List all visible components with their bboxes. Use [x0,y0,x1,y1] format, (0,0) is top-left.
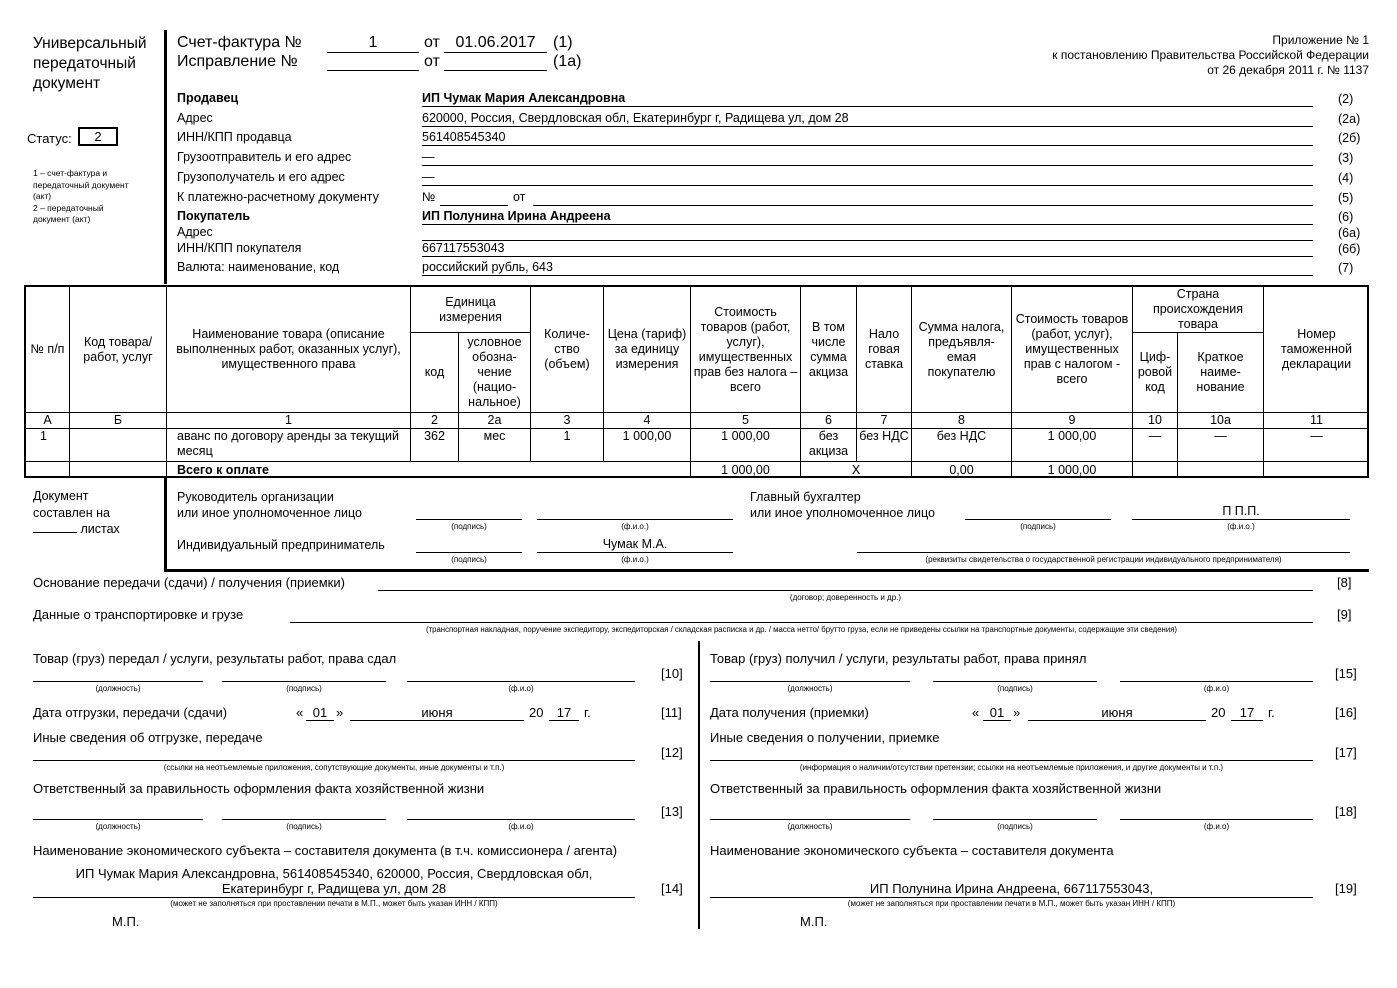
header-row-code: (2а) [1338,112,1361,126]
header-row-value: № [422,190,436,204]
transport-line [290,622,1313,623]
header-row-line [422,240,1313,241]
header-row-label: Адрес [177,111,213,125]
recv-other-line [710,760,1313,761]
head-sign-line [416,519,522,520]
resp-right-label: Ответственный за правильность оформления факта хозяйственной жизни [710,781,1162,796]
invoice-date-line [444,52,547,53]
accountant-label-line: или иное уполномоченное лицо [750,506,936,520]
appendix-line: к постановлению Правительства Российской Федерации [1052,48,1369,62]
received-label: Товар (груз) получил / услуги, результаты работ, права принял [710,651,1087,666]
doc-sheets-line [33,521,120,538]
ip-label: Индивидуальный предприниматель [177,538,385,552]
doc-type [33,34,147,94]
accountant-name: П П.П. [1222,504,1260,518]
th-unit-code: код [411,333,459,413]
ip-sign-line [416,552,522,553]
recv-year-pre: 20 [1211,705,1226,720]
recv-other-hint: (информация о наличии/отсутствии претензии; ссылки на неотъемлемые приложения, и другие документы и т.п.) [799,763,1224,772]
th-unit-name: условное обозна-чение (нацио-нальное) [459,333,531,413]
total-tax: 0,00 [912,462,1012,478]
td-unit-name: мес [459,429,531,462]
td-unit-code: 362 [411,429,459,462]
code-13: [13] [661,804,683,819]
entity-left-hint: (может не заполняться при проставлении печати в М.П., может быть указан ИНН / КПП) [170,899,498,908]
th-rate: Нало говая ставка [857,287,912,413]
td-code [70,429,167,462]
appendix-line: Приложение № 1 [1272,33,1369,47]
header-row-line [422,106,1313,107]
td-tax: без НДС [912,429,1012,462]
status-note-line: (акт) [33,191,52,201]
header-row-code: (7) [1338,261,1354,275]
accountant-fio-hint: (ф.и.о.) [1227,522,1255,531]
code-17: [17] [1335,745,1357,760]
header-row-label: Валюта: наименование, код [177,260,340,274]
header-row-line [533,205,1313,206]
header-row-value: ИП Полунина Ирина Андреена [422,209,611,223]
status-label: Статус: [27,131,72,146]
appendix [1052,33,1369,78]
th-tax: Сумма налога, предъявля-емая покупателю [912,287,1012,413]
header-row-code: (2) [1338,92,1354,106]
appendix-line: от 26 декабря 2011 г. № 1137 [1207,63,1369,77]
status-note-line: передаточный документ [33,179,129,190]
resp-right-fio-hint: (ф.и.о) [1203,822,1230,831]
code-14: [14] [661,881,683,896]
ship-date-label: Дата отгрузки, передачи (сдачи) [33,705,228,720]
resp-right-sign-hint: (подпись) [997,822,1033,831]
resp-left-sign-line [222,819,386,820]
total-total: 1 000,00 [1012,462,1133,478]
invoice-code: (1) [553,34,573,51]
received-dolzh-line [710,681,910,682]
code-16: [16] [1335,705,1357,720]
ship-other-hint: (ссылки на неотъемлемые приложения, сопутствующие документы, иные документы и т.п.) [163,763,505,772]
resp-left-label: Ответственный за правильность оформления факта хозяйственной жизни [33,781,485,796]
col-letter: 10 [1133,413,1178,429]
code-18: [18] [1335,804,1357,819]
doc-type-line: документ [33,75,101,92]
recv-day: 01 [983,705,1011,721]
header-row-label: ИНН/КПП продавца [177,130,292,144]
th-total: Стоимость товаров (работ, услуг), имущественных прав с налогом - всего [1012,287,1133,413]
th-code: Код товара/ работ, услуг [70,287,167,413]
td-num: 1 [26,429,70,462]
lr-divider [698,641,700,929]
entity-left-value-line: Екатеринбург г, Радищева ул, дом 28 [221,881,447,896]
resp-right-sign-line [933,819,1097,820]
goods-table [24,285,1369,478]
ip-sign-hint: (подпись) [451,555,487,564]
col-letter: 5 [691,413,801,429]
th-country-name: Краткое наиме-нование [1178,333,1264,413]
ship-g: г. [584,705,591,720]
col-letter: 2 [411,413,459,429]
td-customs: — [1264,429,1369,462]
header-row-value2: от [513,190,526,204]
ship-date-open: « [296,705,304,720]
code-12: [12] [661,745,683,760]
registration-line [857,552,1350,553]
head-label-line: Руководитель организации [177,490,334,504]
header-row-line [422,126,1313,127]
header-separator [164,30,167,284]
entity-left-label: Наименование экономического субъекта – составителя документа (в т.ч. комиссионера / агента) [33,843,618,858]
correction-number-line [327,70,419,71]
code-11: [11] [661,705,682,720]
col-letter: 6 [801,413,857,429]
correction-label: Исправление № [177,53,298,70]
tt-empty [1264,462,1369,478]
entity-left-line [33,897,635,898]
basis-line [378,590,1313,591]
header-row-label: Грузополучатель и его адрес [177,170,345,184]
handed-fio-line [407,681,635,682]
header-row-code: (5) [1338,191,1354,205]
resp-right-fio-line [1120,819,1313,820]
resp-left-fio-hint: (ф.и.о) [508,822,534,831]
col-letter: Б [70,413,167,429]
ship-date-close: » [336,705,344,720]
th-name: Наименование товара (описание выполненных работ, оказанных услуг), имущественного права [167,287,411,413]
doc-type-line: Универсальный [33,35,147,52]
doc-sheets-line: составлен на [33,505,110,520]
col-letter: 10а [1178,413,1264,429]
basis-code: [8] [1337,575,1352,590]
col-letter: 9 [1012,413,1133,429]
col-letter: 8 [912,413,1012,429]
received-fio-line [1120,681,1313,682]
correction-date-line [444,70,547,71]
basis-hint: (договор; доверенность и др.) [789,593,902,602]
th-num: № п/п [26,287,70,413]
head-label [177,489,362,521]
correction-from: от [424,53,440,70]
accountant-sign-line [965,519,1111,520]
col-letter: 2а [459,413,531,429]
th-cost: Стоимость товаров (работ, услуг), имущественных прав без налога – всего [691,287,801,413]
header-row-code: (6а) [1338,226,1361,240]
entity-left-value [33,866,635,896]
resp-left-dolzh-hint: (должность) [95,822,141,831]
th-excise: В том числе сумма акциза [801,287,857,413]
received-sign-hint: (подпись) [997,684,1033,693]
total-label: Всего к оплате [167,462,691,478]
header-row-code: (2б) [1338,131,1361,145]
entity-left-value-line: ИП Чумак Мария Александровна, 561408545340, 620000, Россия, Свердловская обл, [75,866,593,881]
header-row-label: Продавец [177,91,239,105]
invoice-date: 01.06.2017 [455,34,536,51]
td-price: 1 000,00 [604,429,691,462]
th-unit: Единица измерения [411,287,531,333]
mp-right: М.П. [800,914,828,929]
td-country-code: — [1133,429,1178,462]
header-row-label: К платежно-расчетному документу [177,190,379,204]
ship-other-line [33,760,635,761]
head-sign-hint: (подпись) [451,522,487,531]
tt-empty [1178,462,1264,478]
ship-year: 17 [549,705,579,721]
entity-right-label: Наименование экономического субъекта – составителя документа [710,843,1114,858]
status-note [33,168,129,226]
th-price: Цена (тариф) за единицу измерения [604,287,691,413]
header-row-code: (3) [1338,151,1354,165]
header-row-code: (4) [1338,171,1354,185]
header-row-line [422,165,1313,166]
code-15: [15] [1335,666,1357,681]
total-x: X [801,462,912,478]
handed-dolzh-line [33,681,203,682]
td-excise: без акциза [801,429,857,462]
handed-sign-hint: (подпись) [286,684,322,693]
doc-type-line: передаточный [33,55,136,72]
th-country-code: Циф-ровой код [1133,333,1178,413]
resp-right-dolzh-line [710,819,910,820]
invoice-label: Счет-фактура № [177,34,302,51]
resp-left-dolzh-line [33,819,203,820]
td-cost: 1 000,00 [691,429,801,462]
head-fio-line [537,519,733,520]
invoice-number: 1 [368,34,378,51]
recv-date-open: « [972,705,980,720]
basis-label: Основание передачи (сдачи) / получения (приемки) [33,575,345,590]
header-row-value: — [422,150,435,164]
handed-dolzh-hint: (должность) [95,684,141,693]
header-row-label: Покупатель [177,209,251,223]
header-row-code: (6) [1338,210,1354,224]
td-country-name: — [1178,429,1264,462]
received-sign-line [933,681,1097,682]
col-letter: А [26,413,70,429]
col-letter: 11 [1264,413,1369,429]
td-name: аванс по договору аренды за текущий месяц [167,429,411,462]
registration-hint: (реквизиты свидетельства о государственной регистрации индивидуального предпринимателя) [925,555,1282,564]
handed-label: Товар (груз) передал / услуги, результаты работ, права сдал [33,651,397,666]
doc-sheets-word: листах [80,522,120,536]
status-note-line: документ (акт) [33,214,91,224]
header-row-line [422,275,1313,276]
header-row-line [422,224,1313,225]
header-row-line [422,256,1313,257]
total-cost: 1 000,00 [691,462,801,478]
status-note-line: 1 – счет-фактура и [33,168,108,178]
ip-name: Чумак М.А. [602,537,668,551]
header-row-code: (6б) [1338,242,1361,256]
transport-hint: (транспортная накладная, поручение экспедитору, экспедиторская / складская расписка и др. / масса нетто/ брутто груза, если не приведены ссылки на транспортные документы, содержащие эти сведения) [425,625,1178,634]
correction-code: (1а) [553,53,582,70]
td-total: 1 000,00 [1012,429,1133,462]
doc-sheets-line: Документ [33,489,89,503]
td-qty: 1 [531,429,604,462]
th-customs: Номер таможенной декларации [1264,287,1369,413]
invoice-from: от [424,34,440,51]
status-value: 2 [78,127,118,146]
handed-fio-hint: (ф.и.о) [508,684,534,693]
resp-left-sign-hint: (подпись) [286,822,322,831]
recv-month: июня [1028,705,1206,721]
header-row-line [422,145,1313,146]
header-row-value: 620000, Россия, Свердловская обл, Екатеринбург г, Радищева ул, дом 28 [422,111,849,125]
col-letter: 4 [604,413,691,429]
accountant-sign-hint: (подпись) [1020,522,1056,531]
entity-right-value: ИП Полунина Ирина Андреена, 667117553043, [869,881,1154,896]
accountant-label-line: Главный бухгалтер [750,490,861,504]
col-letter: 7 [857,413,912,429]
header-row-value: 667117553043 [422,241,505,255]
received-fio-hint: (ф.и.о) [1203,684,1230,693]
col-letter: 3 [531,413,604,429]
head-label-line: или иное уполномоченное лицо [177,506,363,520]
col-letter: 1 [167,413,411,429]
recv-year: 17 [1231,705,1263,721]
sign-separator [164,478,167,570]
recv-date-close: » [1013,705,1021,720]
ship-year-pre: 20 [529,705,544,720]
th-qty: Количе-ство (объем) [531,287,604,413]
accountant-fio-line [1132,519,1350,520]
transport-code: [9] [1337,607,1352,622]
mp-left: М.П. [112,914,140,929]
tt-empty [1133,462,1178,478]
ip-fio-line [537,552,733,553]
recv-g: г. [1268,705,1275,720]
ship-month: июня [350,705,524,721]
header-row-value: российский рубль, 643 [422,260,553,274]
doc-sheets [33,488,120,538]
resp-left-fio-line [407,819,635,820]
recv-date-label: Дата получения (приемки) [710,705,869,720]
header-row-line [422,185,1313,186]
received-dolzh-hint: (должность) [787,684,833,693]
invoice-number-line [327,52,419,53]
ip-fio-hint: (ф.и.о.) [621,555,649,564]
code-19: [19] [1335,881,1357,896]
code-10: [10] [661,666,683,681]
ship-other-label: Иные сведения об отгрузке, передаче [33,730,263,745]
th-country: Страна происхождения товара [1133,287,1264,333]
accountant-label [750,489,935,521]
ship-day: 01 [306,705,334,721]
entity-right-line [710,897,1313,898]
header-row-line [440,205,508,206]
tt-empty [26,462,70,478]
handed-sign-line [222,681,386,682]
resp-right-dolzh-hint: (должность) [787,822,833,831]
header-row-label: ИНН/КПП покупателя [177,241,302,255]
header-row-value: — [422,170,435,184]
entity-right-hint: (может не заполняться при проставлении печати в М.П., может быть указан ИНН / КПП) [847,899,1176,908]
td-rate: без НДС [857,429,912,462]
header-row-label: Грузоотправитель и его адрес [177,150,352,164]
header-row-value: ИП Чумак Мария Александровна [422,91,626,105]
header-row-label: Адрес [177,225,213,239]
tt-empty [70,462,167,478]
status-note-line: 2 – передаточный [33,202,104,213]
sign-bottom-border [164,569,1369,572]
head-fio-hint: (ф.и.о.) [621,522,649,531]
recv-other-label: Иные сведения о получении, приемке [710,730,940,745]
header-row-value: 561408545340 [422,130,506,144]
transport-label: Данные о транспортировке и грузе [33,607,244,622]
